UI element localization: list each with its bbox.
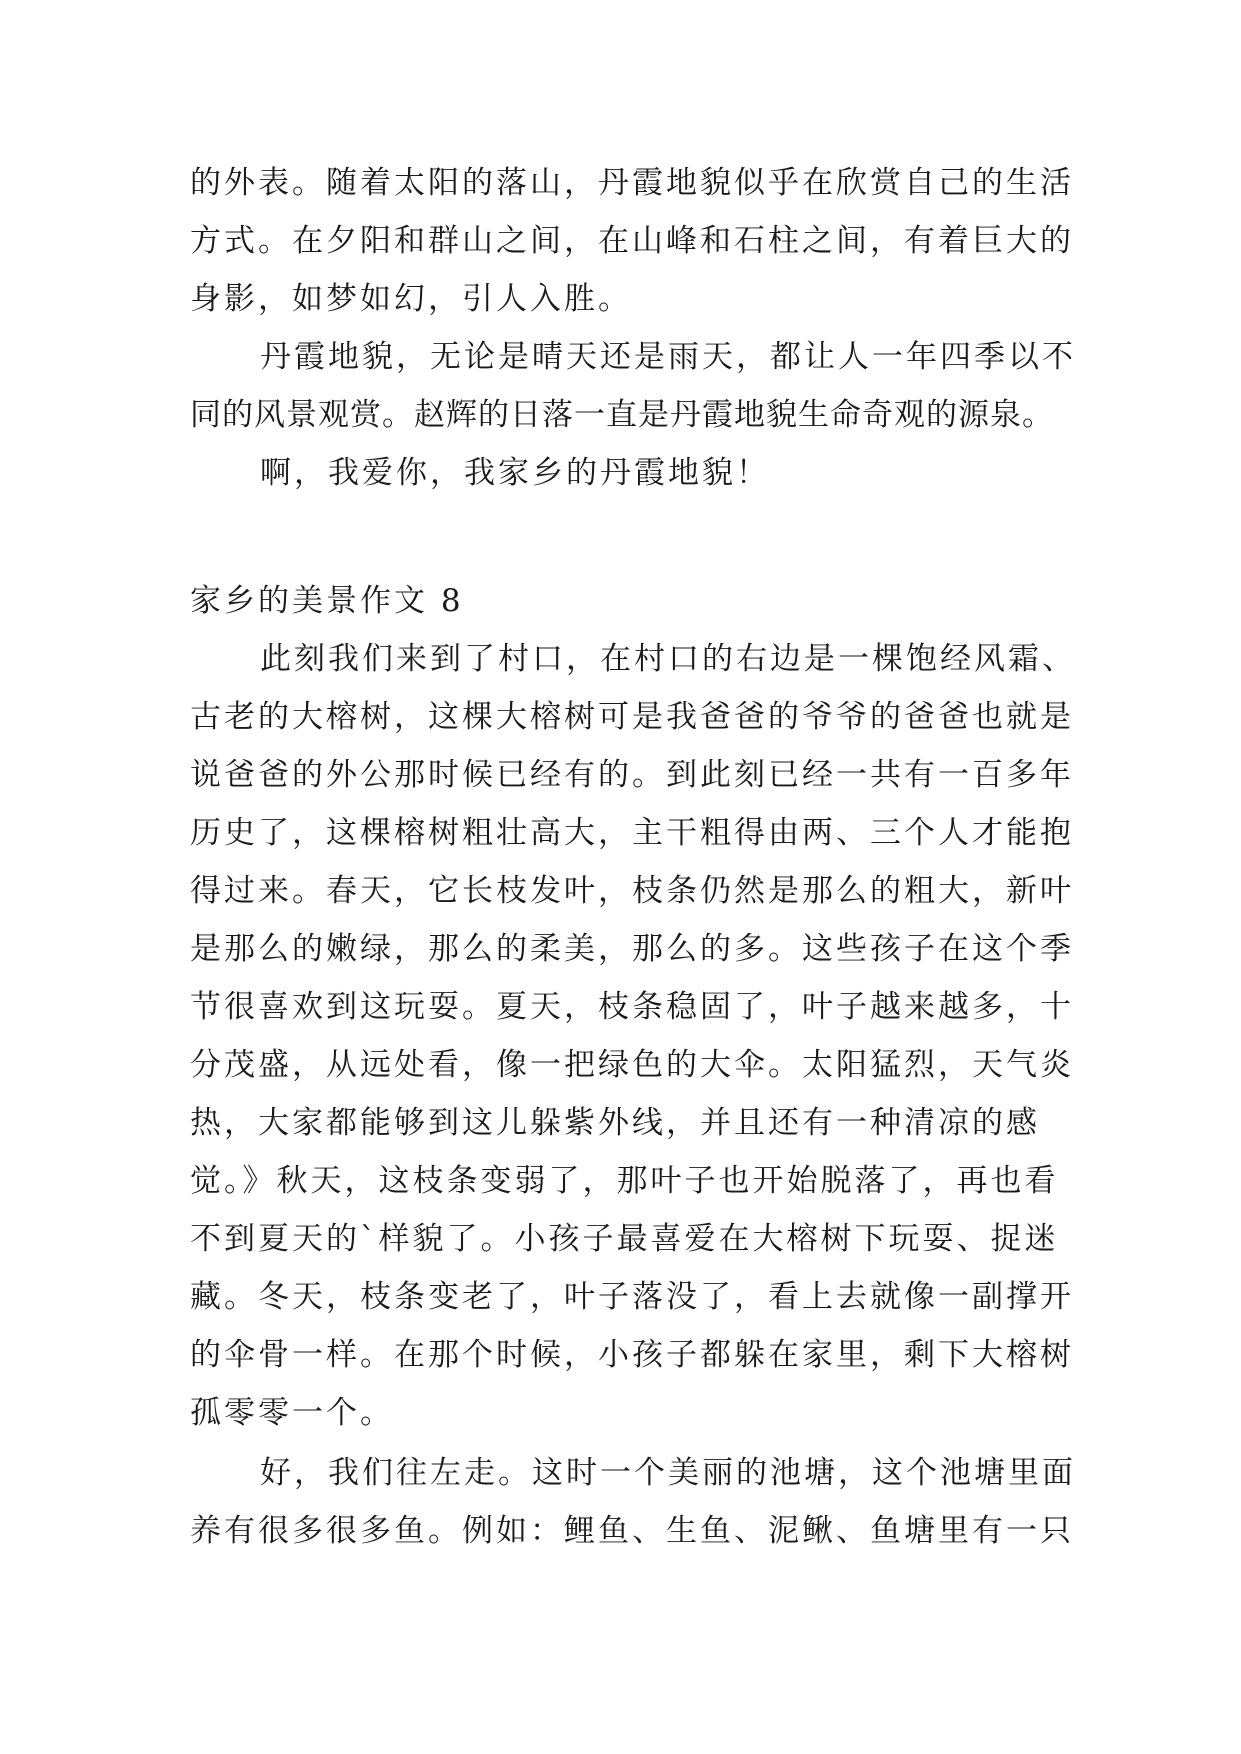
text-line: 方式。在夕阳和群山之间，在山峰和石柱之间，有着巨大的 — [190, 223, 1074, 259]
paragraph-first-line: 丹霞地貌，无论是晴天还是雨天，都让人一年四季以不 — [260, 339, 1076, 375]
paragraph-first-line: 好，我们往左走。这时一个美丽的池塘，这个池塘里面 — [260, 1455, 1076, 1491]
text-line: 是那么的嫩绿，那么的柔美，那么的多。这些孩子在这个季 — [190, 931, 1074, 967]
text-line: 历史了，这棵榕树粗壮高大，主干粗得由两、三个人才能抱 — [190, 815, 1074, 851]
paragraph-first-line: 啊，我爱你，我家乡的丹霞地貌！ — [260, 455, 770, 491]
text-line: 不到夏天的`样貌了。小孩子最喜爱在大榕树下玩耍、捉迷 — [190, 1221, 1059, 1257]
paragraph-first-line: 此刻我们来到了村口，在村口的右边是一棵饱经风霜、 — [260, 641, 1076, 677]
text-line: 说爸爸的外公那时候已经有的。到此刻已经一共有一百多年 — [190, 757, 1074, 793]
text-line: 节很喜欢到这玩耍。夏天，枝条稳固了，叶子越来越多，十 — [190, 989, 1074, 1025]
text-line: 同的风景观赏。赵辉的日落一直是丹霞地貌生命奇观的源泉。 — [190, 397, 1054, 433]
essay-paragraph-1 — [190, 630, 1076, 1442]
text-line: 得过来。春天，它长枝发叶，枝条仍然是那么的粗大，新叶 — [190, 873, 1074, 909]
text-line: 热，大家都能够到这儿躲紫外线，并且还有一种清凉的感 — [190, 1105, 1040, 1141]
text-line: 的外表。随着太阳的落山，丹霞地貌似乎在欣赏自己的生活 — [190, 165, 1074, 201]
text-line: 的伞骨一样。在那个时候，小孩子都躲在家里，剩下大榕树 — [190, 1337, 1074, 1373]
text-line: 古老的大榕树，这棵大榕树可是我爸爸的爷爷的爸爸也就是 — [190, 699, 1074, 735]
essay-paragraph-2 — [190, 1444, 1076, 1560]
text-line: 养有很多很多鱼。例如：鲤鱼、生鱼、泥鳅、鱼塘里有一只 — [190, 1513, 1074, 1549]
text-line: 觉。》秋天，这枝条变弱了，那叶子也开始脱落了，再也看 — [190, 1163, 1059, 1199]
text-line: 分茂盛，从远处看，像一把绿色的大伞。太阳猛烈，天气炎 — [190, 1047, 1074, 1083]
essay-heading: 家乡的美景作文 8 — [190, 583, 464, 619]
text-line: 身影，如梦如幻，引人入胜。 — [190, 281, 632, 317]
text-line: 藏。冬天，枝条变老了，叶子落没了，看上去就像一副撑开 — [190, 1279, 1074, 1315]
text-line: 孤零零一个。 — [190, 1395, 394, 1431]
top-section — [190, 154, 1076, 502]
